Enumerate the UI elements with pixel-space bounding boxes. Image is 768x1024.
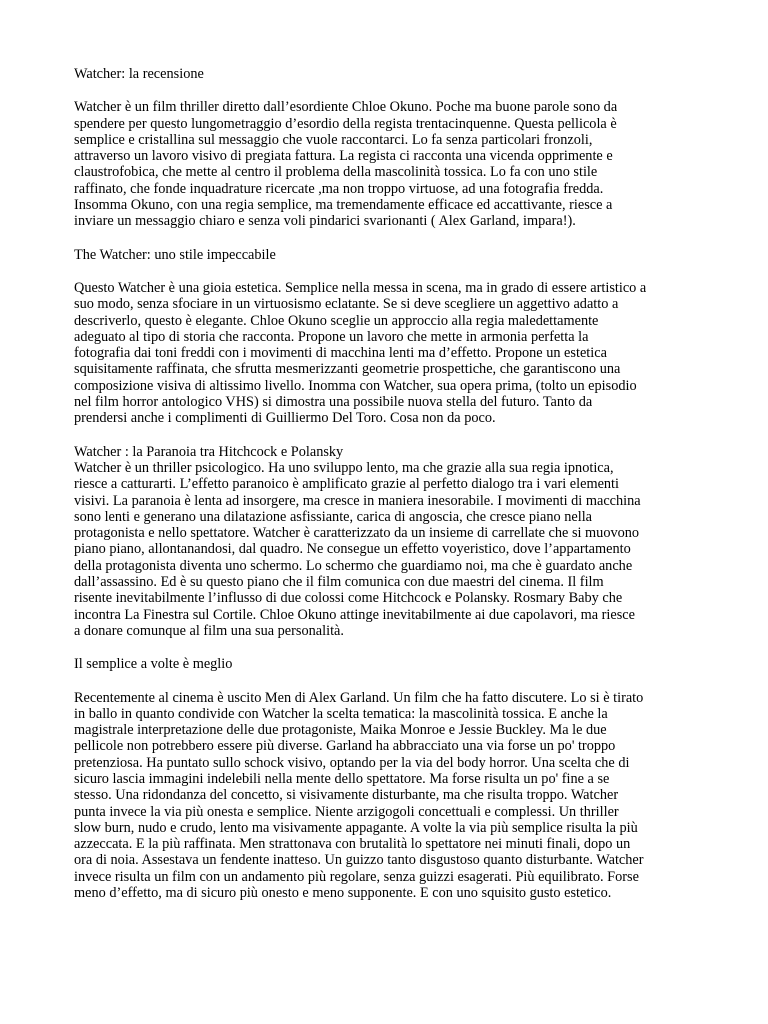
text-line: descriverlo, questo è elegante. Chloe Okuno sceglie un approccio alla regia maledettamente <box>74 312 599 329</box>
text-line: composizione visiva di altissimo livello. Inomma con Watcher, sua opera prima, (tolto un episodio <box>74 377 637 394</box>
section-gap <box>74 230 696 247</box>
text-line: dall’assassino. Ed è su questo piano che il film comunica con due maestri del cinema. Il film <box>74 574 604 591</box>
text-line: ora di noia. Assestava un fendente inatteso. Un guizzo tanto disgustoso quanto disturbante. Watcher <box>74 852 644 869</box>
text-line: Recentemente al cinema è uscito Men di Alex Garland. Un film che ha fatto discutere. Lo si è tirato <box>74 689 644 706</box>
text-line: azzeccata. E la più raffinata. Men strattonava con brutalità lo spettatore nei minuti finali, dopo un <box>74 836 631 853</box>
section-semplice <box>74 656 696 901</box>
section-paragraph <box>74 460 696 639</box>
text-line: suo modo, senza sfociare in un virtuosismo eclatante. Se si deve scegliere un aggettivo adatto a <box>74 296 619 313</box>
text-line: nel film horror antologico VHS) si dimostra una possibile nuova stella del futuro. Tanto da <box>74 394 593 411</box>
text-line: incontra La Finestra sul Cortile. Chloe Okuno attinge inevitabilmente ai due capolavori, ma riesce <box>74 606 635 623</box>
paragraph-gap <box>74 673 696 690</box>
text-line: protagonista e nello spettatore. Watcher è caratterizzato da un insieme di carrellate che si muovono <box>74 525 640 542</box>
section-heading: Il semplice a volte è meglio <box>74 656 233 673</box>
text-line: squisitamente raffinata, che sfrutta mesmerizzanti geometrie prospettiche, che garantiscono una <box>74 361 621 378</box>
text-line: visivi. La paranoia è lenta ad insorgere, ma cresce in maniera inesorabile. I movimenti di macchina <box>74 492 641 509</box>
text-line: risente inevitabilmente l’influsso di due colossi come Hitchcock e Polansky. Rosmary Baby che <box>74 590 623 607</box>
text-line: semplice e cristallina sul messaggio che vuole raccontarci. Lo fa senza particolari fronzoli, <box>74 131 593 148</box>
paragraph-gap <box>74 263 696 280</box>
text-line: claustrofobica, che mette al centro il problema della mascolinità tossica. Lo fa con uno stile <box>74 164 598 181</box>
text-line: pellicole non potrebbero essere più diverse. Garland ha abbracciato una via forse un po' troppo <box>74 738 616 755</box>
section-heading: Watcher : la Paranoia tra Hitchcock e Polansky <box>74 443 344 460</box>
section-paranoia <box>74 444 696 640</box>
text-line: della protagonista diventa uno schermo. Lo schermo che guardiamo noi, ma che è guardato anche <box>74 557 633 574</box>
text-line: Insomma Okuno, con una regia semplice, ma tremendamente efficace ed accattivante, riesce a <box>74 197 613 214</box>
section-recensione <box>74 66 696 230</box>
text-line: riesce a catturarti. L’effetto paranoico è amplificato grazie al perfetto dialogo tra i vari elementi <box>74 476 620 493</box>
text-line: Watcher è un thriller psicologico. Ha uno sviluppo lento, ma che grazie alla sua regia ipnotica, <box>74 459 614 476</box>
section-heading: The Watcher: uno stile impeccabile <box>74 246 276 263</box>
section-gap <box>74 427 696 444</box>
text-line: invece risulta un film con un andamento più regolare, senza guizzi esagerati. Più equilibrato. Forse <box>74 868 639 885</box>
text-line: a donare comunque al film una sua personalità. <box>74 622 344 639</box>
text-line: magistrale interpretazione delle due protagoniste, Maika Monroe e Jessie Buckley. Ma le due <box>74 722 607 739</box>
text-line: raffinato, che fonde inquadrature ricercate ,ma non troppo virtuose, ad una fotografia fredda. <box>74 180 604 197</box>
section-paragraph <box>74 690 696 902</box>
text-line: adeguato al tipo di storia che racconta. Propone un lavoro che mette in armonia perfetta la <box>74 328 589 345</box>
section-paragraph <box>74 99 696 229</box>
text-line: punta invece la via più onesta e semplice. Niente arzigogoli concettuali e complessi. Un thriller <box>74 803 619 820</box>
document-page <box>74 66 696 901</box>
paragraph-gap <box>74 82 696 99</box>
text-line: piano piano, allontanandosi, dal quadro. Ne consegue un effetto voyeristico, dove l’appartamento <box>74 541 631 558</box>
text-line: sono lenti e generano una dilatazione asfissiante, carica di angoscia, che cresce piano nella <box>74 508 593 525</box>
section-stile <box>74 247 696 427</box>
section-gap <box>74 639 696 656</box>
text-line: pretenziosa. Ha puntato sullo schock visivo, optando per la via del body horror. Una scelta che di <box>74 754 630 771</box>
text-line: in ballo in quanto condivide con Watcher la scelta tematica: la mascolinità tossica. E anche la <box>74 705 608 722</box>
text-line: stesso. Una ridondanza del concetto, si visivamente disturbante, ma che risulta troppo. Watcher <box>74 787 619 804</box>
section-paragraph <box>74 280 696 427</box>
section-heading: Watcher: la recensione <box>74 66 204 82</box>
text-line: fotografia dai toni freddi con i movimenti di macchina lenti ma d’effetto. Propone un estetica <box>74 345 607 362</box>
text-line: meno d’effetto, ma di sicuro più onesto e meno supponente. E con uno squisito gusto estetico. <box>74 885 612 902</box>
text-line: slow burn, nudo e crudo, lento ma visivamente appagante. A volte la via più semplice risulta la più <box>74 819 638 836</box>
text-line: Watcher è un film thriller diretto dall’esordiente Chloe Okuno. Poche ma buone parole sono da <box>74 99 618 116</box>
text-line: spendere per questo lungometraggio d’esordio della regista trentacinquenne. Questa pellicola è <box>74 115 617 132</box>
text-line: prendersi anche i complimenti di Guilliermo Del Toro. Cosa non da poco. <box>74 410 496 427</box>
text-line: Questo Watcher è una gioia estetica. Semplice nella messa in scena, ma in grado di essere artistico a <box>74 279 647 296</box>
text-line: inviare un messaggio chiaro e senza voli pindarici svarionanti ( Alex Garland, impara!). <box>74 213 576 230</box>
text-line: sicuro lascia immagini indelebili nella mente dello spettatore. Ma forse risulta un po' fine a se <box>74 770 610 787</box>
text-line: attraverso un lavoro visivo di pregiata fattura. La regista ci racconta una vicenda opprimente e <box>74 148 613 165</box>
